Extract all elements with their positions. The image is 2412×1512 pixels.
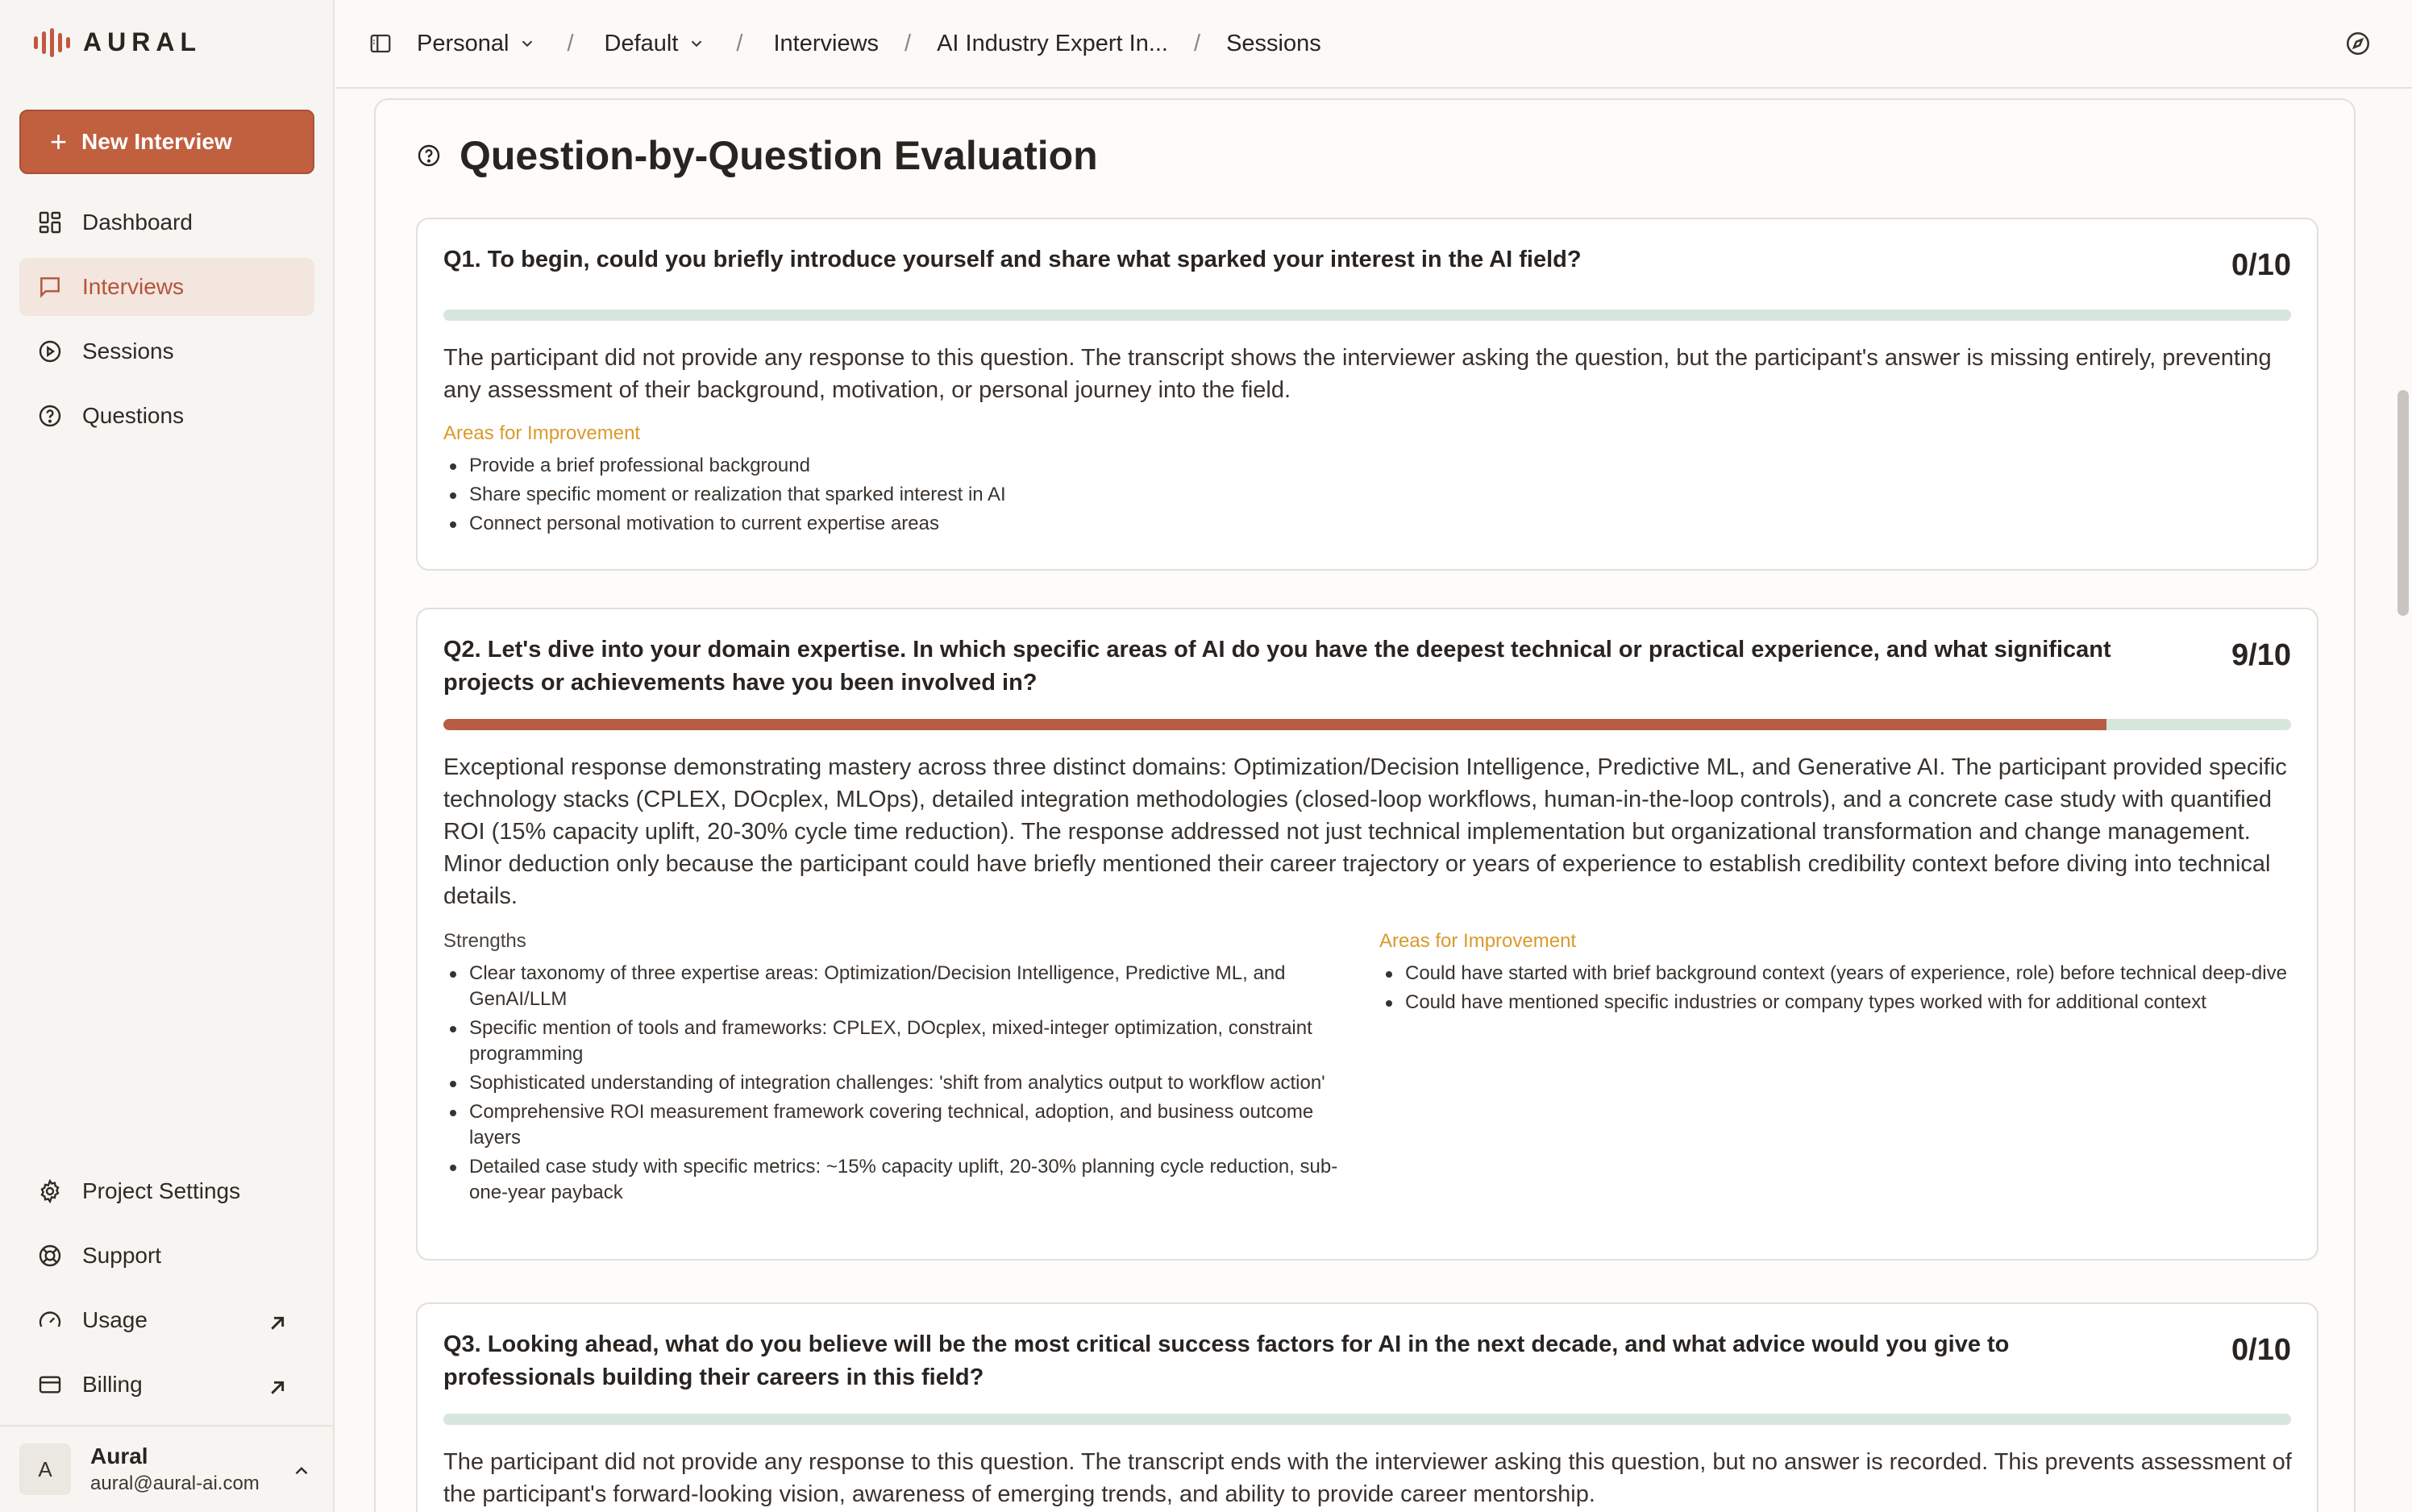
- workspace-label: Personal: [417, 30, 509, 56]
- sidebar-item-questions[interactable]: [19, 387, 314, 445]
- list-item: Comprehensive ROI measurement framework covering technical, adoption, and business outcome layers: [443, 1099, 1346, 1151]
- chevron-up-icon: [291, 1460, 312, 1481]
- breadcrumb-separator: /: [736, 30, 743, 56]
- sidebar-item-label: Billing: [82, 1372, 143, 1397]
- breadcrumb-separator: /: [567, 30, 574, 56]
- question-summary: Exceptional response demonstrating mastery across three distinct domains: Optimization/Decision Intelligence, Predictive ML, and Generative AI. The participant provided specific technology stacks (CPLEX, DOcplex, MLOps), detailed integration methodologies (closed-loop workflows, human-in-the-loop controls), and a concrete case study with quantified ROI (15% capacity uplift, 20-30% cycle time reduction). The response addressed not just technical implementation but organizational transformation and change management. Minor deduction only because the participant could have briefly mentioned their career trajectory or years of experience to establish credibility context before diving into technical details.: [443, 754, 2287, 909]
- improvements-label: Areas for Improvement: [1379, 930, 1577, 952]
- breadcrumb-separator: /: [904, 30, 912, 56]
- compass-icon[interactable]: [2344, 30, 2372, 57]
- project-switcher[interactable]: [605, 31, 706, 57]
- list-item: Could have mentioned specific industries or company types worked with for additional context: [1379, 990, 2294, 1016]
- question-card: [416, 218, 2318, 571]
- score-bar: [443, 719, 2291, 730]
- question-summary: The participant did not provide any response to this question. The transcript ends with the interviewer asking this question, but no answer is recorded. This prevents assessment of the participant's forward-looking vision, awareness of emerging trends, and ability to provide career mentorship.: [443, 1449, 2292, 1507]
- improvements-list: [1379, 961, 2294, 1016]
- breadcrumb-current: Sessions: [1226, 30, 1321, 56]
- sidebar-item-label: Usage: [82, 1307, 148, 1332]
- breadcrumb-separator: /: [1194, 30, 1201, 56]
- help-circle-icon: [416, 143, 442, 168]
- message-square-icon: [37, 274, 63, 300]
- list-item: Connect personal motivation to current expertise areas: [443, 511, 1370, 537]
- question-card: [416, 608, 2318, 1261]
- credit-card-icon: [37, 1372, 63, 1398]
- list-item: Provide a brief professional background: [443, 453, 1370, 479]
- strengths-list: [443, 961, 1346, 1206]
- improvements-block: [443, 422, 1370, 540]
- sidebar-item-billing[interactable]: [19, 1356, 314, 1414]
- sidebar-item-label: Dashboard: [82, 210, 193, 235]
- evaluation-panel: [374, 98, 2356, 1512]
- logo-text: AURAL: [83, 27, 202, 56]
- page-title: Question-by-Question Evaluation: [460, 133, 1098, 178]
- life-buoy-icon: [37, 1243, 63, 1269]
- breadcrumb-interview[interactable]: AI Industry Expert In...: [937, 30, 1168, 56]
- question-score: 0/10: [2231, 1333, 2291, 1367]
- sidebar-item-dashboard[interactable]: [19, 193, 314, 251]
- question-card: [416, 1302, 2318, 1512]
- gear-icon: [37, 1178, 63, 1204]
- list-item: Detailed case study with specific metrics: ~15% capacity uplift, 20-30% planning cycle reduction, sub-one-year payback: [443, 1154, 1346, 1206]
- sidebar-item-label: Interviews: [82, 274, 185, 299]
- breadcrumb: [417, 31, 1321, 57]
- sidebar-item-label: Support: [82, 1243, 162, 1268]
- dashboard-icon: [37, 210, 63, 235]
- score-bar: [443, 309, 2291, 321]
- list-item: Sophisticated understanding of integration challenges: 'shift from analytics output to workflow action': [443, 1070, 1346, 1096]
- chevron-down-icon: [688, 35, 705, 52]
- score-bar: [443, 1414, 2291, 1425]
- breadcrumb-interviews[interactable]: Interviews: [773, 30, 880, 56]
- new-interview-label: New Interview: [81, 129, 232, 154]
- top-bar: [336, 0, 2412, 89]
- plus-icon: +: [50, 125, 68, 158]
- improvements-block: [1379, 930, 2294, 1019]
- user-name: Aural: [90, 1443, 148, 1468]
- sidebar-item-label: Sessions: [82, 339, 174, 363]
- improvements-label: Areas for Improvement: [443, 422, 641, 444]
- sidebar-item-project-settings[interactable]: [19, 1162, 314, 1220]
- logo-waveform-icon: [34, 28, 70, 57]
- sidebar-item-usage[interactable]: [19, 1291, 314, 1349]
- scrollbar-thumb[interactable]: [2397, 390, 2409, 616]
- new-interview-button[interactable]: [19, 110, 314, 174]
- avatar: A: [19, 1443, 71, 1495]
- external-link-icon: [264, 1375, 290, 1401]
- list-item: Specific mention of tools and frameworks: CPLEX, DOcplex, mixed-integer optimization, constraint programming: [443, 1016, 1346, 1067]
- gauge-icon: [37, 1307, 63, 1333]
- question-text: Q2. Let's dive into your domain expertise. In which specific areas of AI do you have the deepest technical or practical experience, and what significant projects or achievements have you been involved in?: [443, 637, 2111, 696]
- user-info: [90, 1443, 260, 1495]
- question-text: Q3. Looking ahead, what do you believe will be the most critical success factors for AI in the next decade, and what advice would you give to professionals building their careers in this field?: [443, 1331, 2010, 1390]
- user-email: aural@aural-ai.com: [90, 1473, 260, 1494]
- strengths-block: [443, 930, 1346, 1209]
- workspace-switcher[interactable]: [417, 31, 536, 57]
- app-logo[interactable]: [34, 27, 202, 57]
- external-link-icon: [264, 1311, 290, 1336]
- list-item: Clear taxonomy of three expertise areas: Optimization/Decision Intelligence, Predictive ML, and GenAI/LLM: [443, 961, 1346, 1012]
- sidebar-item-interviews[interactable]: [19, 258, 314, 316]
- chevron-down-icon: [518, 35, 536, 52]
- question-score: 0/10: [2231, 248, 2291, 282]
- sidebar-item-sessions[interactable]: [19, 322, 314, 380]
- scrollbar[interactable]: [2394, 89, 2412, 1512]
- question-score: 9/10: [2231, 638, 2291, 672]
- sidebar: [0, 0, 335, 1512]
- score-bar-fill: [443, 719, 2106, 730]
- project-label: Default: [604, 30, 679, 56]
- sidebar-toggle-icon[interactable]: [368, 31, 393, 56]
- user-menu[interactable]: [0, 1425, 335, 1512]
- question-text: Q1. To begin, could you briefly introduce yourself and share what sparked your interest in the AI field?: [443, 247, 1582, 272]
- sidebar-item-label: Project Settings: [82, 1178, 241, 1203]
- strengths-label: Strengths: [443, 930, 526, 952]
- list-item: Share specific moment or realization that sparked interest in AI: [443, 482, 1370, 508]
- question-summary: The participant did not provide any response to this question. The transcript shows the interviewer asking the question, but the participant's answer is missing entirely, preventing any assessment of their background, motivation, or personal journey into the field.: [443, 345, 2272, 403]
- help-circle-icon: [37, 403, 63, 429]
- section-header: [416, 132, 1098, 179]
- sidebar-item-label: Questions: [82, 403, 185, 428]
- sidebar-item-support[interactable]: [19, 1227, 314, 1285]
- improvements-list: [443, 453, 1370, 537]
- play-circle-icon: [37, 339, 63, 364]
- list-item: Could have started with brief background context (years of experience, role) before technical deep-dive: [1379, 961, 2294, 987]
